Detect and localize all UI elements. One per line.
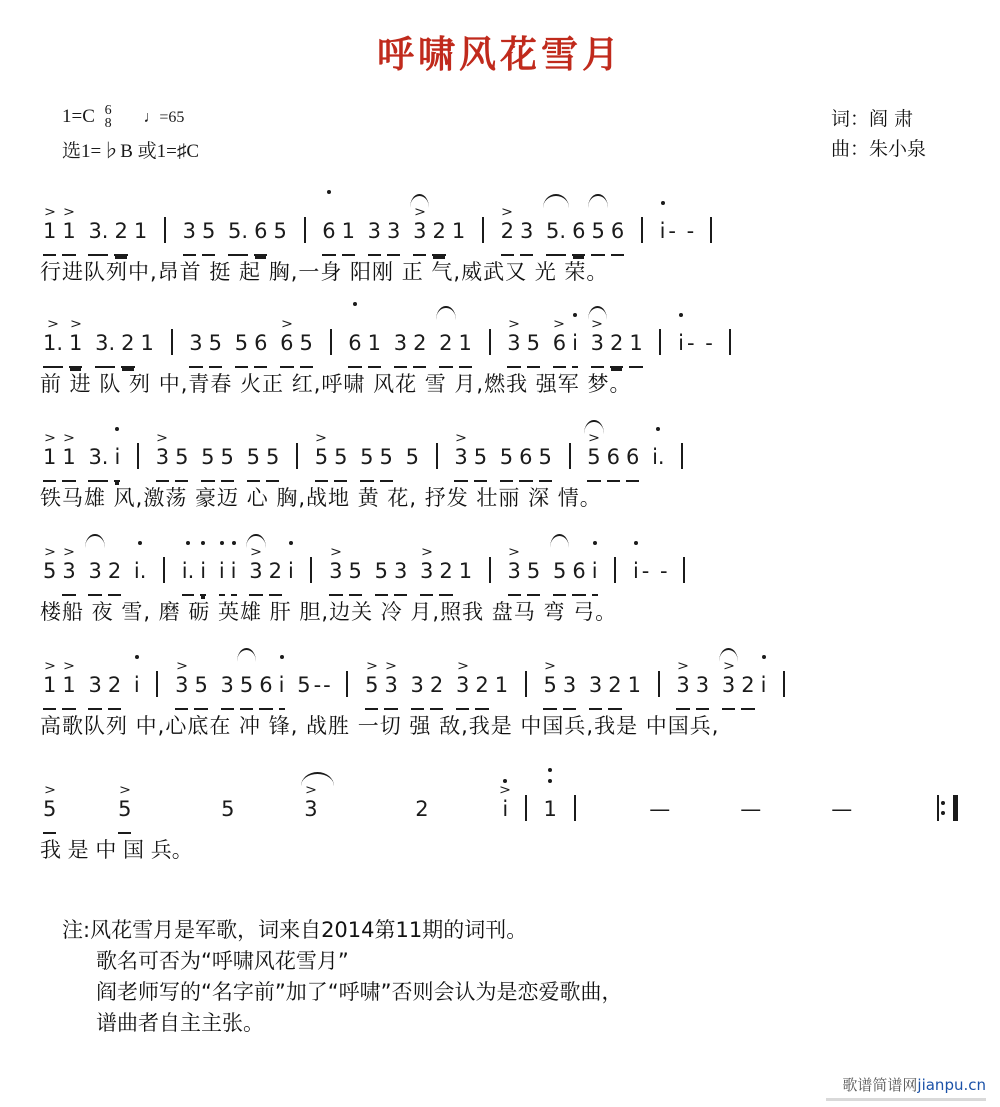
note: 5 — [346, 548, 365, 596]
note: 6 — [256, 662, 275, 710]
note: > 3 — [505, 548, 524, 596]
note: 5 — [221, 797, 235, 821]
repeat-barline — [937, 795, 958, 821]
note-extension: - - — [668, 219, 697, 243]
note: 3 — [517, 208, 536, 256]
note: 3 — [693, 662, 712, 710]
note: > 1 — [40, 662, 59, 710]
note: > 5 — [540, 662, 559, 710]
barline — [659, 329, 661, 355]
note: 3 — [85, 548, 104, 596]
note: 5 — [377, 434, 396, 482]
note: > 1 — [59, 434, 78, 482]
note: > i — [438, 786, 511, 832]
note: > 3 — [719, 662, 738, 710]
note-extension: - - — [686, 331, 715, 355]
note: i — [228, 548, 240, 596]
note: 5 — [191, 662, 210, 710]
notation-line-2 — [40, 320, 970, 366]
note: 3. — [85, 434, 111, 482]
note: 5 — [471, 434, 490, 482]
note: 2 — [410, 320, 429, 368]
note: 5 — [536, 434, 555, 482]
note: 2 — [118, 320, 137, 368]
lyricist-credit: 词：阎 肃 — [830, 108, 914, 130]
note: 5 — [297, 673, 311, 697]
key-and-meter-row — [62, 100, 199, 135]
note: 5 — [331, 434, 350, 482]
note: 5 — [357, 434, 376, 482]
barline — [304, 217, 306, 243]
music-system-3 — [40, 434, 970, 512]
note: > 3 — [301, 786, 320, 832]
note: > 3 — [451, 434, 470, 482]
barline — [641, 217, 643, 243]
page-title: 呼啸风花雪月 — [377, 33, 623, 76]
note: 1 — [627, 673, 642, 697]
note: 6 — [569, 548, 588, 596]
note: 5 — [244, 434, 263, 482]
barline — [346, 671, 348, 697]
note: > 5 — [115, 786, 211, 834]
note: > 5 — [40, 548, 59, 594]
note: i — [569, 320, 581, 368]
note-extension: -- — [313, 673, 333, 697]
note: 1 — [456, 320, 475, 368]
note: 2 — [266, 548, 285, 596]
note: > 1 — [66, 320, 85, 368]
note: 6 — [251, 320, 270, 368]
barline — [614, 557, 616, 583]
note: > 3 — [504, 320, 523, 368]
notation-line-1 — [40, 208, 970, 254]
note-extension: - - — [641, 559, 670, 583]
note: 5. — [543, 208, 569, 256]
alternate-key-row: 选1=♭B 或1=♯C — [62, 141, 200, 162]
note: 3 — [408, 662, 427, 710]
note: i — [131, 662, 143, 708]
note: > 3 — [417, 548, 436, 596]
note: i. — [131, 548, 150, 594]
note: i — [630, 548, 642, 594]
note: 5 — [524, 548, 543, 596]
note: 3. — [85, 208, 111, 256]
note-extension: ——— — [649, 797, 923, 821]
note: i — [675, 320, 687, 366]
barline — [525, 795, 527, 821]
note: > 1 — [59, 662, 78, 710]
note: > 5 — [584, 434, 603, 482]
note: 5 — [372, 548, 391, 596]
barline — [137, 443, 139, 469]
note: 6 — [516, 434, 535, 482]
note: > 1 — [40, 208, 59, 256]
note: 1 — [458, 559, 473, 583]
note: > 6 — [277, 320, 296, 368]
note: i — [285, 548, 297, 594]
note: i — [276, 662, 288, 710]
barline — [710, 217, 712, 243]
time-signature-numerator: 6 — [104, 102, 112, 118]
notation-line-4 — [40, 548, 970, 594]
note: 2 — [436, 548, 455, 596]
music-system-1 — [40, 208, 970, 286]
note: 3 — [180, 208, 199, 256]
barline — [658, 671, 660, 697]
note: 5 — [172, 434, 191, 482]
note: > 3 — [153, 434, 172, 482]
music-system-6 — [40, 786, 970, 864]
lyrics-line-3: 铁马雄 风,激荡 豪迈 心 胸,战地 黄 花, 抒发 壮丽 深 情。 — [40, 486, 602, 510]
note: 6 — [608, 208, 627, 256]
site-watermark — [842, 1074, 986, 1095]
note: 3 — [85, 662, 104, 710]
note: > 3 — [172, 662, 191, 710]
note: 2 — [605, 662, 624, 710]
note: 2 — [427, 662, 446, 710]
note: 1 — [133, 219, 148, 243]
note: 3 — [391, 320, 410, 368]
key-label: 1=C — [62, 106, 95, 127]
barline — [171, 329, 173, 355]
barline — [482, 217, 484, 243]
note: 3 — [586, 662, 605, 710]
note: 6 — [319, 208, 338, 256]
note: 2 — [429, 208, 448, 256]
note: > 1 — [59, 208, 78, 256]
score-header-left — [62, 100, 199, 169]
footnote-block — [62, 915, 623, 1039]
footnote-line-3: 阎老师写的“名字前”加了“呼啸”否则会认为是恋爱歌曲， — [96, 980, 623, 1004]
barline — [296, 443, 298, 469]
note: 3 — [365, 208, 384, 256]
barline — [489, 557, 491, 583]
note: 5 — [206, 320, 225, 368]
note: 3 — [218, 662, 237, 710]
notation-line-6 — [40, 786, 970, 832]
lyrics-line-6: 我 是 中 国 兵。 — [40, 838, 193, 862]
note: 5. — [225, 208, 251, 256]
lyrics-line-2: 前 进 队 列 中,青春 火正 红,呼啸 风花 雪 月,燃我 强军 梦。 — [40, 372, 632, 396]
note: > 6 — [550, 320, 569, 368]
note: 6 — [604, 434, 623, 482]
note: i. — [179, 548, 198, 596]
note: > 3 — [246, 548, 265, 596]
note: 2 — [607, 320, 626, 368]
note: > 5 — [312, 434, 331, 482]
note: > 1 — [40, 434, 59, 482]
note: 5 — [405, 445, 419, 469]
note: 2 — [472, 662, 491, 710]
note: > 1. — [40, 320, 66, 368]
note: 5 — [588, 208, 607, 256]
note: 5 — [497, 434, 516, 482]
note: i — [657, 208, 669, 254]
note: 5 — [198, 434, 217, 482]
note: 3 — [391, 548, 410, 596]
barline — [436, 443, 438, 469]
note: 3. — [92, 320, 118, 368]
barline — [729, 329, 731, 355]
note: 5 — [263, 434, 282, 482]
notation-line-5 — [40, 662, 970, 708]
barline — [310, 557, 312, 583]
barline — [525, 671, 527, 697]
note: 1 — [339, 208, 358, 256]
note: 5 — [199, 208, 218, 256]
barline — [569, 443, 571, 469]
note: 5 — [218, 434, 237, 482]
note: 2 — [415, 797, 429, 821]
note: 6 — [569, 208, 588, 256]
watermark-site-cn: 歌谱简谱网 — [842, 1076, 918, 1094]
note: 2 — [105, 548, 124, 596]
music-system-4 — [40, 548, 970, 626]
note: > 3 — [381, 662, 400, 710]
note: > 5 — [40, 786, 108, 834]
note: i — [197, 548, 209, 596]
note: > 3 — [673, 662, 692, 710]
tempo-marking: ♩=65 — [143, 109, 185, 126]
note: 2 — [105, 662, 124, 710]
barline — [156, 671, 158, 697]
note: 5 — [550, 548, 569, 596]
barline — [574, 795, 576, 821]
note: 5 — [297, 320, 316, 368]
note: 1 — [365, 320, 384, 368]
note: > 3 — [410, 208, 429, 256]
note: > 3 — [59, 548, 78, 596]
note: > 3 — [453, 662, 472, 710]
note: i — [216, 548, 228, 596]
note: 1 — [494, 673, 509, 697]
footnote-line-4: 谱曲者自主主张。 — [96, 1011, 264, 1035]
barline — [683, 557, 685, 583]
composer-credit: 曲：朱小泉 — [830, 138, 926, 160]
note: i — [111, 434, 123, 482]
note: 2 — [738, 662, 757, 710]
music-system-2 — [40, 320, 970, 398]
time-signature-denominator: 8 — [104, 115, 112, 131]
note: 1 — [451, 219, 466, 243]
watermark-site-en: jianpu.cn — [917, 1076, 986, 1094]
note: 5 — [232, 320, 251, 368]
note: > 2 — [498, 208, 517, 256]
note: > 3 — [588, 320, 607, 368]
note: 2 — [111, 208, 130, 256]
note: 6 — [345, 320, 364, 368]
barline — [489, 329, 491, 355]
barline — [330, 329, 332, 355]
footnote-line-1: 注:风花雪月是军歌，词来自2014第11期的词刊。 — [62, 918, 528, 942]
note: i — [589, 548, 601, 596]
notation-line-3 — [40, 434, 970, 480]
note: 1 — [626, 320, 645, 368]
note: > 3 — [326, 548, 345, 596]
barline — [164, 217, 166, 243]
note: 2 — [436, 320, 455, 368]
note: 1 — [541, 786, 560, 832]
lyrics-line-4: 楼船 夜 雪, 磨 砺 英雄 肝 胆,边关 冷 月,照我 盘马 弯 弓。 — [40, 600, 618, 624]
note: 3 — [186, 320, 205, 368]
lyrics-line-1: 行进队列中,昂首 挺 起 胸,一身 阳刚 正 气,威武又 光 荣。 — [40, 260, 609, 284]
time-signature — [105, 104, 112, 130]
note: > 5 — [362, 662, 381, 710]
watermark-bar — [826, 1098, 986, 1101]
note: 3 — [560, 662, 579, 710]
note: 6 — [623, 434, 642, 482]
barline — [783, 671, 785, 697]
music-system-5 — [40, 662, 970, 740]
note: i. — [649, 434, 668, 480]
barline — [163, 557, 165, 583]
note: 1 — [140, 331, 154, 355]
lyrics-line-5: 高歌队列 中,心底在 冲 锋, 战胜 一切 强 敌,我是 中国兵,我是 中国兵, — [40, 714, 720, 738]
note: 5 — [524, 320, 543, 368]
barline — [681, 443, 683, 469]
note: 5 — [237, 662, 256, 710]
score-header-right — [831, 104, 926, 164]
note: 6 — [251, 208, 270, 256]
footnote-line-2: 歌名可否为“呼啸风花雪月” — [96, 949, 349, 973]
note: 3 — [384, 208, 403, 256]
note: i — [758, 662, 770, 708]
note: 5 — [273, 219, 287, 243]
